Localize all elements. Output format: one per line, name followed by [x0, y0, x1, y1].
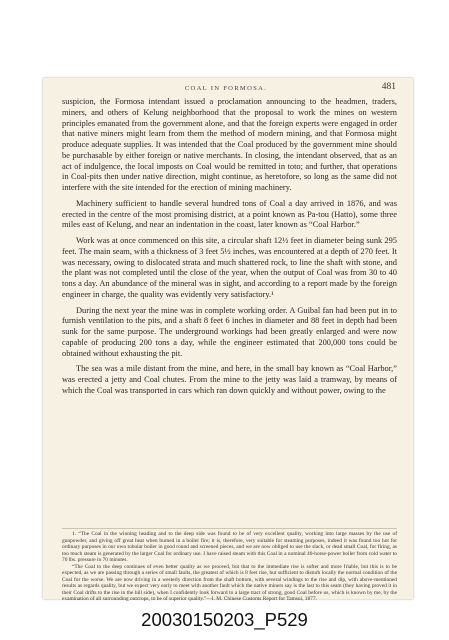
paragraph: suspicion, the Formosa intendant issued a proclamation announcing to the headmen, traders, miners, and others of Kelung neighborhood that the proposal to work the mines on western principles emanated from the government alone, and that the foreign experts were engaged in order that native miners might learn from them the method of modern mining, and that Formosa might produce adequate supplies. It was intended that the Coal produced by the government mine should be purchasable by either foreign or native merchants. In closing, the intendant observed, that as an act of indulgence, the local imposts on Coal would be remitted in toto; and further, that operations in Coal-pits then under native direction, might continue, as heretofore, so long as the same did not interfere with the site intended for the erection of mining machinery. [62, 97, 397, 192]
running-title: COAL IN FORMOSA. [184, 85, 268, 92]
footnote-divider [62, 528, 397, 529]
page-number: 481 [381, 82, 396, 92]
body-text [62, 97, 397, 402]
paragraph: Work was at once commenced on this site, a circular shaft 12½ feet in diameter being sunk 295 feet. The main seam, with a thickness of 3 feet 5½ inches, was encountered at a depth of 270 feet. It was necessary, owing to dislocated strata and much shattered rock, to line the shaft with stone, and the plant was not completed until the close of the year, when the output of Coal was from 30 to 40 tons a day. An abundance of the mineral was in sight, and according to a report made by the foreign engineer in charge, the quality was evidently very satisfactory.¹ [62, 236, 397, 299]
paragraph: The sea was a mile distant from the mine, and here, in the small bay known as “Coal Harbor,” was erected a jetty and Coal chutes. From the mine to the jetty was laid a tramway, by means of which the Coal was transported in cars which ran down quickly and without power, owing to the [62, 364, 397, 395]
paragraph: During the next year the mine was in complete working order. A Guibal fan had been put in to furnish ventilation to the pits, and a shaft 8 feet 6 inches in diameter and 88 feet in depth had been sunk for the same purpose. The underground workings had been greatly enlarged and were now capable of producing 200 tons a day, while the engineer estimated that 200,000 tons could be obtained without exhausting the pit. [62, 305, 397, 358]
footnote: 1. “The Coal in the winning heading and to the deep side was found to be of very excellent quality, working into large masses by the use of gunpowder, and giving off great heat when burned in a boiler fire; it is, therefore, very suitable for steaming purposes, indeed it was found too hot for ordinary purposes in our own tubular boiler in good round and screened pieces, and we are now obliged to use the slack, or dead small Coal, for firing, as too much steam is generated by the larger Coal for ordinary use. I have raised steam with this Coal in a nominal 40-horse-power boiler from cold water to 70 lbs. pressure in 70 minutes. [62, 531, 397, 564]
image-caption: 20030150203_P529 [141, 609, 308, 630]
book-page [43, 78, 413, 603]
footnotes [62, 531, 397, 603]
paragraph: Machinery sufficient to handle several hundred tons of Coal a day arrived in 1876, and was erected in the centre of the most promising district, at a point known as Pa-tou (Hatto), some three miles east of Kelung, and near an indentation in the coast, later known as “Coal Harbor.” [62, 198, 397, 230]
footnote: “The Coal to the deep continues of even better quality as we proceed, but that to the immediate rise is softer and more friable, but this is to be expected, as we are passing through a series of small faults, the greatest of which is 8 feet rise, but sufficient to disturb locally the normal condition of the Coal for the worse. We are now driving in a westerly direction from the shaft bottom, with several windings to the rise and dip, with above-mentioned results as regards quality, but we expect very early to meet with another fault which the native miners say is the last to this seam (they having proved it in their Coal drifts to the rise in the hill side), when I confidently look forward to a large tract of strong, good Coal before us, which is known by me, by the examination of all surrounding outcrops, to be of superior quality.”—I. M. Chinese Customs Report for Tamsui, 1877. [62, 563, 397, 603]
